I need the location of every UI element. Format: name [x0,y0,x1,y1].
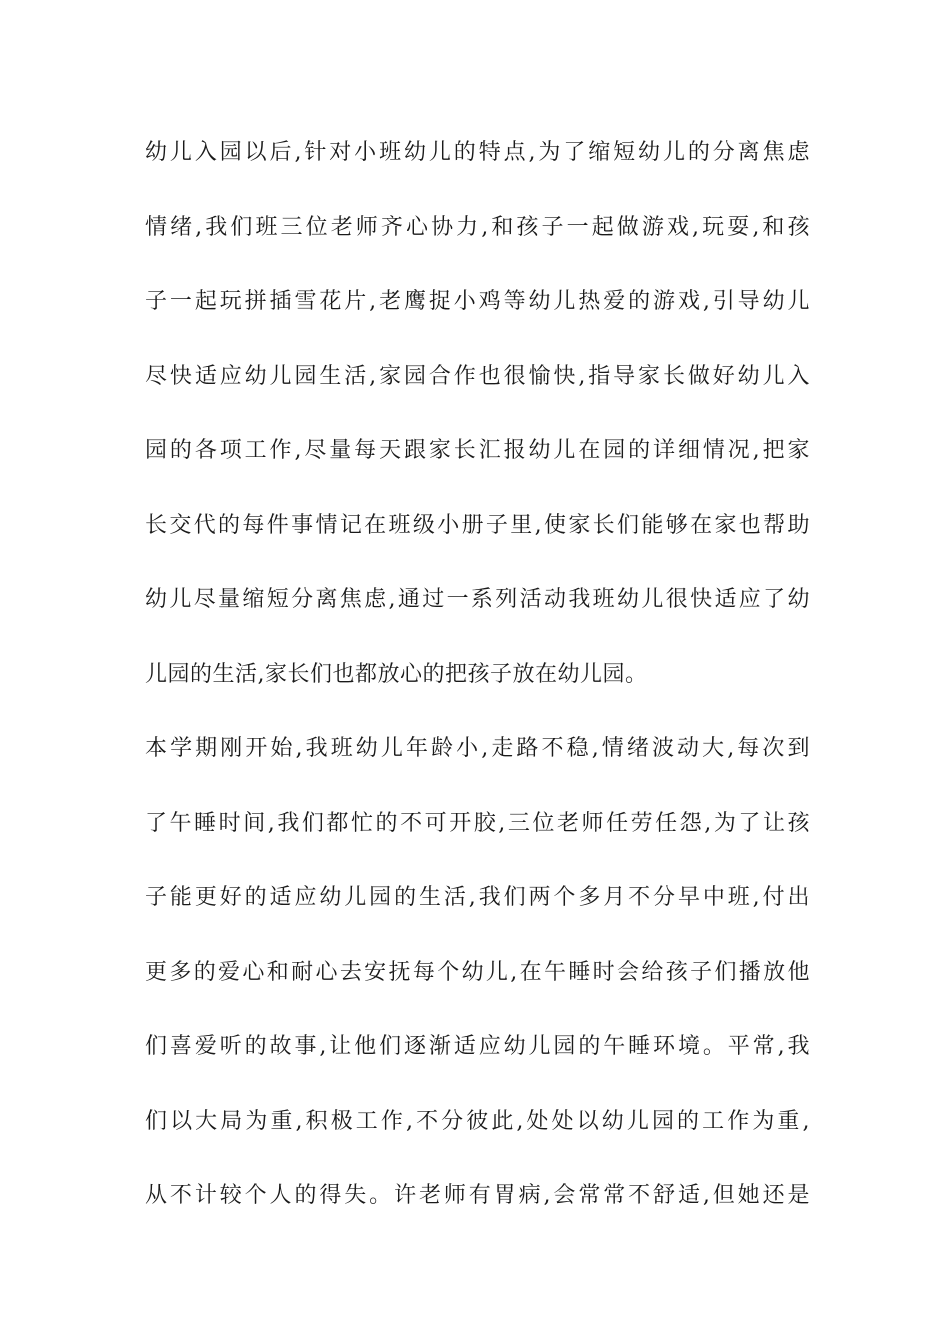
text-line: 园的各项工作,尽量每天跟家长汇报幼儿在园的详细情况,把家 [145,438,810,463]
text-line: 幼儿入园以后,针对小班幼儿的特点,为了缩短幼儿的分离焦虑 [145,140,810,165]
text-line: 子一起玩拼插雪花片,老鹰捉小鸡等幼儿热爱的游戏,引导幼儿 [145,289,810,314]
text-line: 尽快适应幼儿园生活,家园合作也很愉快,指导家长做好幼儿入 [145,363,810,389]
text-line: 了午睡时间,我们都忙的不可开胶,三位老师任劳任怨,为了让孩 [145,810,810,836]
text-line: 儿园的生活,家长们也都放心的把孩子放在幼儿园。 [145,661,648,687]
text-line: 本学期刚开始,我班幼儿年龄小,走路不稳,情绪波动大,每次到 [145,736,810,761]
text-line: 们喜爱听的故事,让他们逐渐适应幼儿园的午睡环境。平常,我 [145,1034,810,1059]
text-line: 子能更好的适应幼儿园的生活,我们两个多月不分早中班,付出 [145,885,810,910]
body-text [145,128,810,1246]
text-line: 更多的爱心和耐心去安抚每个幼儿,在午睡时会给孩子们播放他 [145,959,810,985]
text-line: 们以大局为重,积极工作,不分彼此,处处以幼儿园的工作为重, [145,1108,810,1134]
text-line: 情绪,我们班三位老师齐心协力,和孩子一起做游戏,玩耍,和孩 [145,214,810,240]
text-line: 长交代的每件事情记在班级小册子里,使家长们能够在家也帮助 [145,512,810,538]
text-line: 幼儿尽量缩短分离焦虑,通过一系列活动我班幼儿很快适应了幼 [145,587,810,612]
text-line: 从不计较个人的得失。许老师有胃病,会常常不舒适,但她还是 [145,1183,810,1208]
